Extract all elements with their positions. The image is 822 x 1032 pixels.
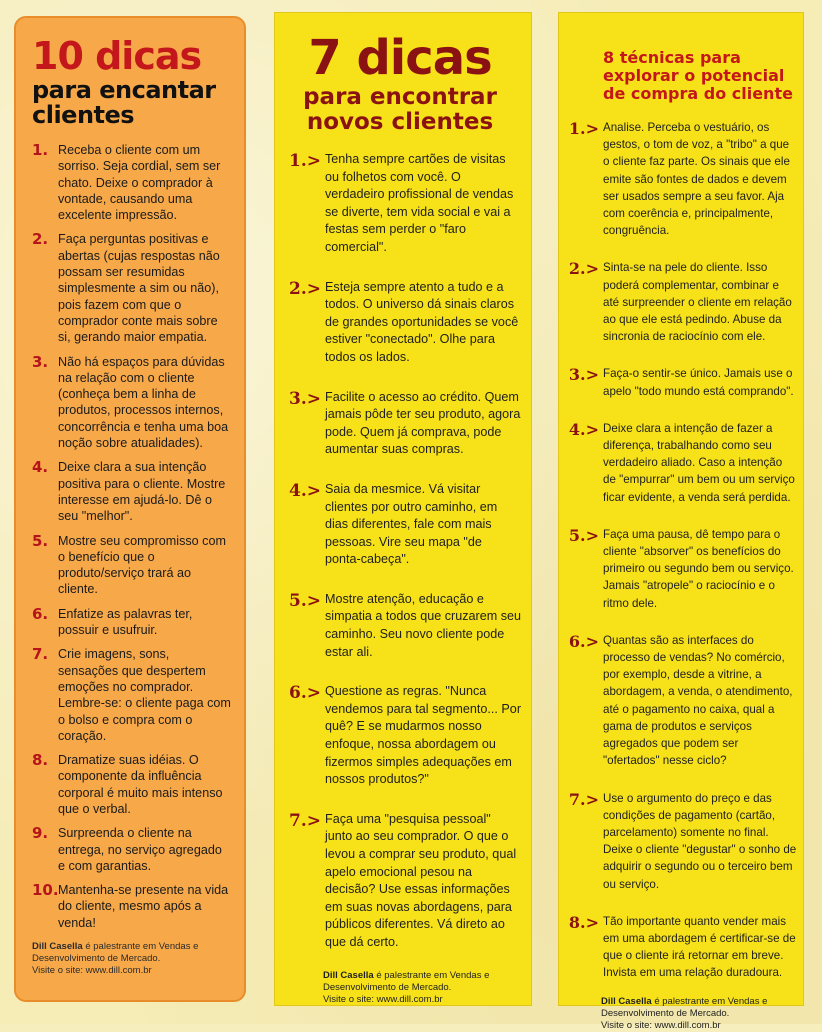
item-text: Questione as regras. "Nunca vendemos para tal segmento... Por quê? E se mudarmos nosso enfoque, nossa abordagem ou fizermos simples adequações em nossos produtos?"	[325, 684, 522, 787]
item-number: 5.	[32, 531, 49, 550]
list-item	[561, 365, 797, 399]
list-item	[561, 259, 797, 345]
item-text: Faça perguntas positivas e abertas (cujas respostas não possam ser resumidas simplesmente a sim ou não), pois fazem com que o comprador conte mais sobre si, gerando maior empatia.	[58, 232, 220, 345]
panel-3-title: 8 técnicas para explorar o potencial de compra do cliente	[603, 48, 793, 103]
list-item	[279, 481, 521, 569]
list-item	[279, 151, 521, 257]
list-item	[279, 811, 521, 952]
item-number: 2.>	[568, 259, 599, 279]
item-number: 4.	[32, 458, 49, 477]
panel-3-list	[561, 119, 797, 982]
panel-8-tecnicas	[558, 12, 804, 1031]
item-number: 6.>	[568, 631, 599, 651]
item-text: Não há espaços para dúvidas na relação com o cliente (conheça bem a linha de produtos, processos internos, concorrência e tenha uma boa noção sobre atualidades).	[58, 354, 229, 451]
credit-site: Visite o site: www.dill.com.br	[32, 965, 152, 977]
item-text: Use o argumento do preço e das condições de pagamento (cartão, parcelamento) somente no final. Deixe o cliente "degustar" o sonho de adquirir o segundo ou o terceiro bem ou serviço.	[603, 791, 797, 891]
item-number: 5.>	[568, 525, 599, 545]
panel-10-dicas	[14, 16, 246, 1002]
item-number: 4.>	[568, 419, 599, 439]
list-item	[561, 913, 797, 982]
item-text: Deixe clara a sua intenção positiva para o cliente. Mostre interesse em ajudá-lo. Dê o seu "melhor".	[58, 460, 226, 524]
list-item	[32, 882, 232, 931]
item-text: Sinta-se na pele do cliente. Isso poderá complementar, combinar e até surpreender o cliente em relação ao que ele está pedindo. Abuse da sincronia de raciocínio com ele.	[603, 261, 792, 344]
credit-site: Visite o site: www.dill.com.br	[323, 993, 443, 1005]
item-number: 9.	[32, 824, 49, 843]
item-number: 10.	[32, 881, 59, 900]
item-text: Esteja sempre atento a tudo e a todos. O universo dá sinais claros de grandes oportunidades se você estiver "conectado". Olhe para todos os lados.	[325, 279, 519, 364]
credit-name: Dill Casella	[32, 941, 83, 953]
item-number: 7.	[32, 645, 49, 664]
list-item	[32, 231, 232, 345]
item-number: 5.>	[289, 590, 321, 611]
item-number: 8.	[32, 751, 49, 770]
item-number: 3.>	[568, 365, 599, 385]
panel-2-list	[279, 151, 521, 952]
item-text: Enfatize as palavras ter, possuir e usufruir.	[58, 606, 193, 638]
item-text: Quantas são as interfaces do processo de vendas? No comércio, por exemplo, desde a vitrine, a abordagem, a venda, o atendimento, até o pagamento no caixa, qual a gama de produtos e serviços agregados que podem ser "ofertados" nesse ciclo?	[603, 633, 793, 768]
list-item	[32, 142, 232, 223]
item-number: 3.	[32, 352, 49, 371]
item-text: Surpreenda o cliente na entrega, no serviço agregado e com garantias.	[58, 826, 222, 873]
list-item	[561, 420, 797, 506]
item-number: 2.>	[289, 278, 321, 299]
credit-name: Dill Casella	[601, 995, 652, 1007]
list-item	[32, 354, 232, 452]
list-item	[32, 459, 232, 524]
item-text: Dramatize suas idéias. O componente da influência corporal é muito mais intenso que o verbal.	[58, 753, 223, 816]
panel-2-subtitle: para encontrar novos clientes	[303, 84, 497, 135]
item-number: 4.>	[289, 480, 321, 501]
item-text: Mostre atenção, educação e simpatia a todos que cruzarem seu caminho. Seu novo cliente pode estar ali.	[325, 591, 522, 659]
item-text: Facilite o acesso ao crédito. Quem jamais pôde ter seu produto, agora pode. Quem já comprava, pode aumentar suas compras.	[325, 389, 521, 457]
item-number: 7.>	[568, 789, 599, 809]
item-text: Deixe clara a intenção de fazer a diferença, trabalhando como seu verdadeiro aliado. Caso a intenção de "empurrar" um bem ou um serviço ficar evidente, a venda será perdida.	[603, 421, 795, 504]
credit-site: Visite o site: www.dill.com.br	[601, 1019, 721, 1031]
list-item	[561, 790, 797, 893]
list-item	[32, 825, 232, 874]
item-number: 3.>	[289, 388, 321, 409]
item-text: Crie imagens, sons, sensações que despertem emoções no comprador. Lembre-se: o cliente paga com o bolso e compra com o coração.	[58, 647, 231, 743]
credit-description: é palestrante em Vendas e Desenvolvimento de Mercado.	[323, 969, 490, 993]
item-text: Mostre seu compromisso com o benefício que o produto/serviço trará ao cliente.	[58, 533, 226, 597]
item-number: 1.>	[568, 119, 599, 138]
item-text: Mantenha-se presente na vida do cliente, mesmo após a venda!	[58, 883, 229, 930]
list-item	[561, 526, 797, 612]
panel-7-dicas	[274, 12, 532, 1006]
list-item	[32, 646, 232, 744]
item-text: Tão importante quanto vender mais em uma abordagem é certificar-se de que o cliente irá retornar em breve. Invista em uma relação duradoura.	[603, 914, 796, 980]
item-number: 6.	[32, 604, 49, 623]
item-number: 1.	[32, 141, 49, 159]
panel-2-title: 7 dicas	[308, 30, 492, 86]
list-item	[32, 752, 232, 817]
panel-1-title: 10 dicas	[32, 34, 202, 78]
panel-1-subtitle: para encantar clientes	[32, 76, 216, 129]
item-text: Faça-o sentir-se único. Jamais use o apelo "todo mundo está comprando".	[603, 367, 794, 398]
list-item	[561, 119, 797, 239]
list-item	[279, 683, 521, 789]
author-credit	[323, 970, 521, 1006]
author-credit	[32, 941, 232, 977]
credit-description: é palestrante em Vendas e Desenvolvimento de Mercado.	[32, 941, 199, 965]
item-text: Faça uma pausa, dê tempo para o cliente "absorver" os benefícios do primeiro ou segundo bem ou serviço. Jamais "atropele" o raciocínio e o ritmo dele.	[603, 527, 794, 610]
item-text: Tenha sempre cartões de visitas ou folhetos com você. O verdadeiro profissional de vendas se diverte, tem vida social e vai a festas sem perder o "faro comercial".	[325, 152, 514, 254]
item-text: Saia da mesmice. Vá visitar clientes por outro caminho, em dias diferentes, fale com mais pessoas. Vire seu mapa "de ponta-cabeça".	[325, 481, 498, 567]
item-text: Analise. Perceba o vestuário, os gestos, o tom de voz, a "tribo" a que o cliente faz parte. Os sinais que ele emite são fontes de dados e devem ser usados sempre a seu favor. Aja com coerência e, principalmente, congruência.	[603, 121, 790, 238]
item-text: Receba o cliente com um sorriso. Seja cordial, sem ser chato. Deixe o comprador à vontade, causando uma excelente impressão.	[58, 143, 221, 223]
item-number: 6.>	[289, 683, 321, 704]
item-number: 2.	[32, 230, 49, 249]
item-number: 7.>	[289, 810, 321, 831]
item-number: 8.>	[568, 912, 599, 932]
panel-1-list	[32, 142, 232, 931]
list-item	[32, 533, 232, 598]
list-item	[561, 632, 797, 770]
item-text: Faça uma "pesquisa pessoal" junto ao seu comprador. O que o levou a comprar seu produto, qual apelo emocional pesou na decisão? Use essas informações em suas novas abordagens, para públicos diferentes. Vá direto ao que dá certo.	[325, 811, 517, 949]
credit-description: é palestrante em Vendas e Desenvolvimento de Mercado.	[601, 995, 768, 1019]
list-item	[279, 279, 521, 367]
credit-name: Dill Casella	[323, 969, 374, 981]
list-item	[279, 591, 521, 661]
list-item	[279, 389, 521, 459]
author-credit	[601, 996, 797, 1032]
item-number: 1.>	[289, 151, 321, 171]
list-item	[32, 606, 232, 639]
